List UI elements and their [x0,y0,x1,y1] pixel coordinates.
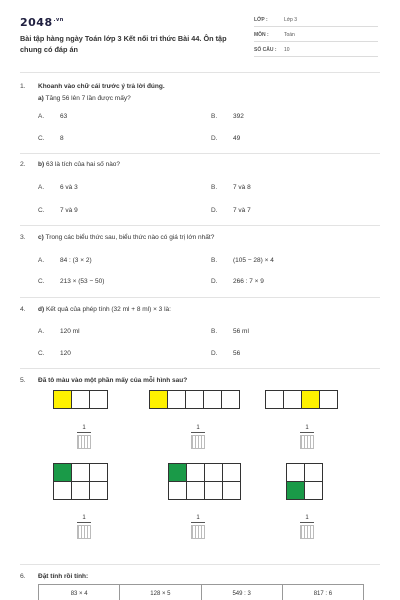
fraction-numerator: 1 [196,425,200,431]
shaded-cell [301,390,320,409]
option-d[interactable] [211,350,240,357]
question-prefix: d) [38,306,45,313]
question-prefix: c) [38,234,44,241]
blank-cell [304,463,323,482]
option-text: 7 và 7 [233,207,251,214]
question-text [38,306,171,313]
option-letter: B. [211,328,218,335]
blank-cell [89,481,108,500]
option-a[interactable] [38,257,92,264]
option-text: 63 [60,113,68,120]
option-b[interactable] [211,184,251,191]
option-text: 84 : (3 × 2) [60,257,92,264]
option-a[interactable] [38,184,78,191]
meta-subject [254,29,378,42]
shape-1-of-4-square [287,464,323,500]
divider [20,72,380,73]
option-letter: A. [38,184,45,191]
option-text: 266 : 7 × 9 [233,278,264,285]
divider [20,153,380,154]
option-text: 120 [60,350,71,357]
blank-cell [71,463,90,482]
divider [20,564,380,565]
option-text: 49 [233,135,241,142]
table-cell: 549 : 3 [201,585,282,600]
question-body: Kết quả của phép tính (32 ml + 8 ml) × 3 là: [45,306,171,313]
option-text: 7 và 9 [60,207,78,214]
fraction-bar [191,522,205,523]
option-text: 7 và 8 [233,184,251,191]
question-text: Đã tô màu vào một phần mấy của mỗi hình sau? [38,377,188,384]
blank-cell [167,390,186,409]
meta-value: Lớp 3 [284,17,298,23]
blank-cell [265,390,284,409]
shape-1-of-3 [54,391,108,409]
option-letter: A. [38,257,45,264]
option-b[interactable] [211,328,249,335]
option-d[interactable] [211,135,240,142]
blank-cell [185,390,204,409]
option-letter: A. [38,113,45,120]
shape-1-of-6 [54,464,108,500]
meta-count [254,44,378,57]
option-a[interactable] [38,113,67,120]
option-a[interactable] [38,328,80,335]
divider [20,225,380,226]
fraction-bar [191,432,205,433]
option-letter: B. [211,113,218,120]
denominator-blank[interactable] [77,525,91,539]
blank-cell [89,390,108,409]
option-text: 6 và 3 [60,184,78,191]
question-intro: Khoanh vào chữ cái trước ý trả lời đúng. [38,83,165,90]
site-logo[interactable] [20,16,64,29]
option-letter: B. [211,257,218,264]
blank-cell [221,390,240,409]
fraction-bar [300,432,314,433]
option-c[interactable] [38,278,104,285]
question-text [38,95,131,102]
option-text: 120 ml [60,328,80,335]
blank-cell [89,463,108,482]
blank-cell [283,390,302,409]
blank-cell [53,481,72,500]
question-text [38,234,214,241]
option-letter: D. [211,135,218,142]
option-letter: C. [38,207,45,214]
meta-label: MÔN : [254,32,269,38]
question-body: Trong các biểu thức sau, biểu thức nào có giá trị lớn nhất? [45,234,215,241]
option-d[interactable] [211,278,264,285]
blank-cell [222,463,241,482]
fraction-numerator: 1 [82,515,86,521]
option-c[interactable] [38,135,64,142]
option-b[interactable] [211,113,244,120]
option-text: (105 − 28) × 4 [233,257,274,264]
calculation-table [38,584,364,600]
denominator-blank[interactable] [191,525,205,539]
option-letter: D. [211,278,218,285]
page-title: Bài tập hàng ngày Toán lớp 3 Kết nối tri thức Bài 44. Ôn tập chung có đáp án [20,34,227,54]
shaded-cell [53,463,72,482]
logo-text: 2048 [20,16,53,29]
question-text: Đặt tính rồi tính: [38,573,89,580]
blank-cell [286,463,305,482]
blank-cell [71,390,90,409]
denominator-blank[interactable] [77,435,91,449]
shaded-cell [149,390,168,409]
option-text: 392 [233,113,244,120]
meta-label: SỐ CÂU : [254,47,277,53]
shape-1-of-4 [266,391,338,409]
option-text: 56 ml [233,328,249,335]
blank-cell [204,463,223,482]
shaded-cell [286,481,305,500]
table-cell: 83 × 4 [39,585,120,600]
blank-cell [168,481,187,500]
fraction-answer[interactable] [295,514,319,539]
denominator-blank[interactable] [191,435,205,449]
question-prefix: b) [38,161,45,168]
fraction-bar [77,432,91,433]
blank-cell [304,481,323,500]
option-letter: C. [38,278,45,285]
blank-cell [222,481,241,500]
option-d[interactable] [211,207,251,214]
option-text: 213 × (53 − 50) [60,278,105,285]
fraction-numerator: 1 [305,425,309,431]
question-number: 6. [20,573,26,580]
fraction-answer[interactable] [295,424,319,449]
blank-cell [71,481,90,500]
question-number: 5. [20,377,26,384]
question-body: Tăng 56 lên 7 lần được mấy? [45,95,131,102]
blank-cell [186,481,205,500]
denominator-blank[interactable] [300,435,314,449]
fraction-numerator: 1 [305,515,309,521]
fraction-bar [77,522,91,523]
option-letter: B. [211,184,218,191]
shape-1-of-5 [150,391,240,409]
fraction-numerator: 1 [196,515,200,521]
question-number: 3. [20,234,26,241]
blank-cell [204,481,223,500]
table-row [39,585,364,600]
fraction-bar [300,522,314,523]
table-cell: 817 : 6 [282,585,363,600]
question-number: 1. [20,83,26,90]
option-letter: A. [38,328,45,335]
shape-1-of-8 [169,464,241,500]
question-body: 63 là tích của hai số nào? [45,161,121,168]
fraction-answer[interactable] [186,424,210,449]
denominator-blank[interactable] [300,525,314,539]
meta-label: LỚP : [254,17,268,23]
divider [20,297,380,298]
option-text: 56 [233,350,241,357]
option-letter: C. [38,350,45,357]
shaded-cell [168,463,187,482]
fraction-answer[interactable] [72,424,96,449]
option-b[interactable] [211,257,274,264]
fraction-numerator: 1 [82,425,86,431]
option-letter: C. [38,135,45,142]
logo-suffix: .vn [53,17,64,24]
option-letter: D. [211,350,218,357]
question-prefix: a) [38,95,44,102]
option-c[interactable] [38,207,78,214]
meta-value: 10 [284,47,290,53]
divider [20,368,380,369]
blank-cell [186,463,205,482]
option-c[interactable] [38,350,71,357]
table-cell: 128 × 5 [120,585,201,600]
meta-value: Toán [284,32,295,38]
blank-cell [203,390,222,409]
meta-class [254,14,378,27]
fraction-answer[interactable] [72,514,96,539]
blank-cell [319,390,338,409]
shaded-cell [53,390,72,409]
question-number: 4. [20,306,26,313]
option-letter: D. [211,207,218,214]
option-text: 8 [60,135,64,142]
question-text [38,161,120,168]
fraction-answer[interactable] [186,514,210,539]
question-number: 2. [20,161,26,168]
